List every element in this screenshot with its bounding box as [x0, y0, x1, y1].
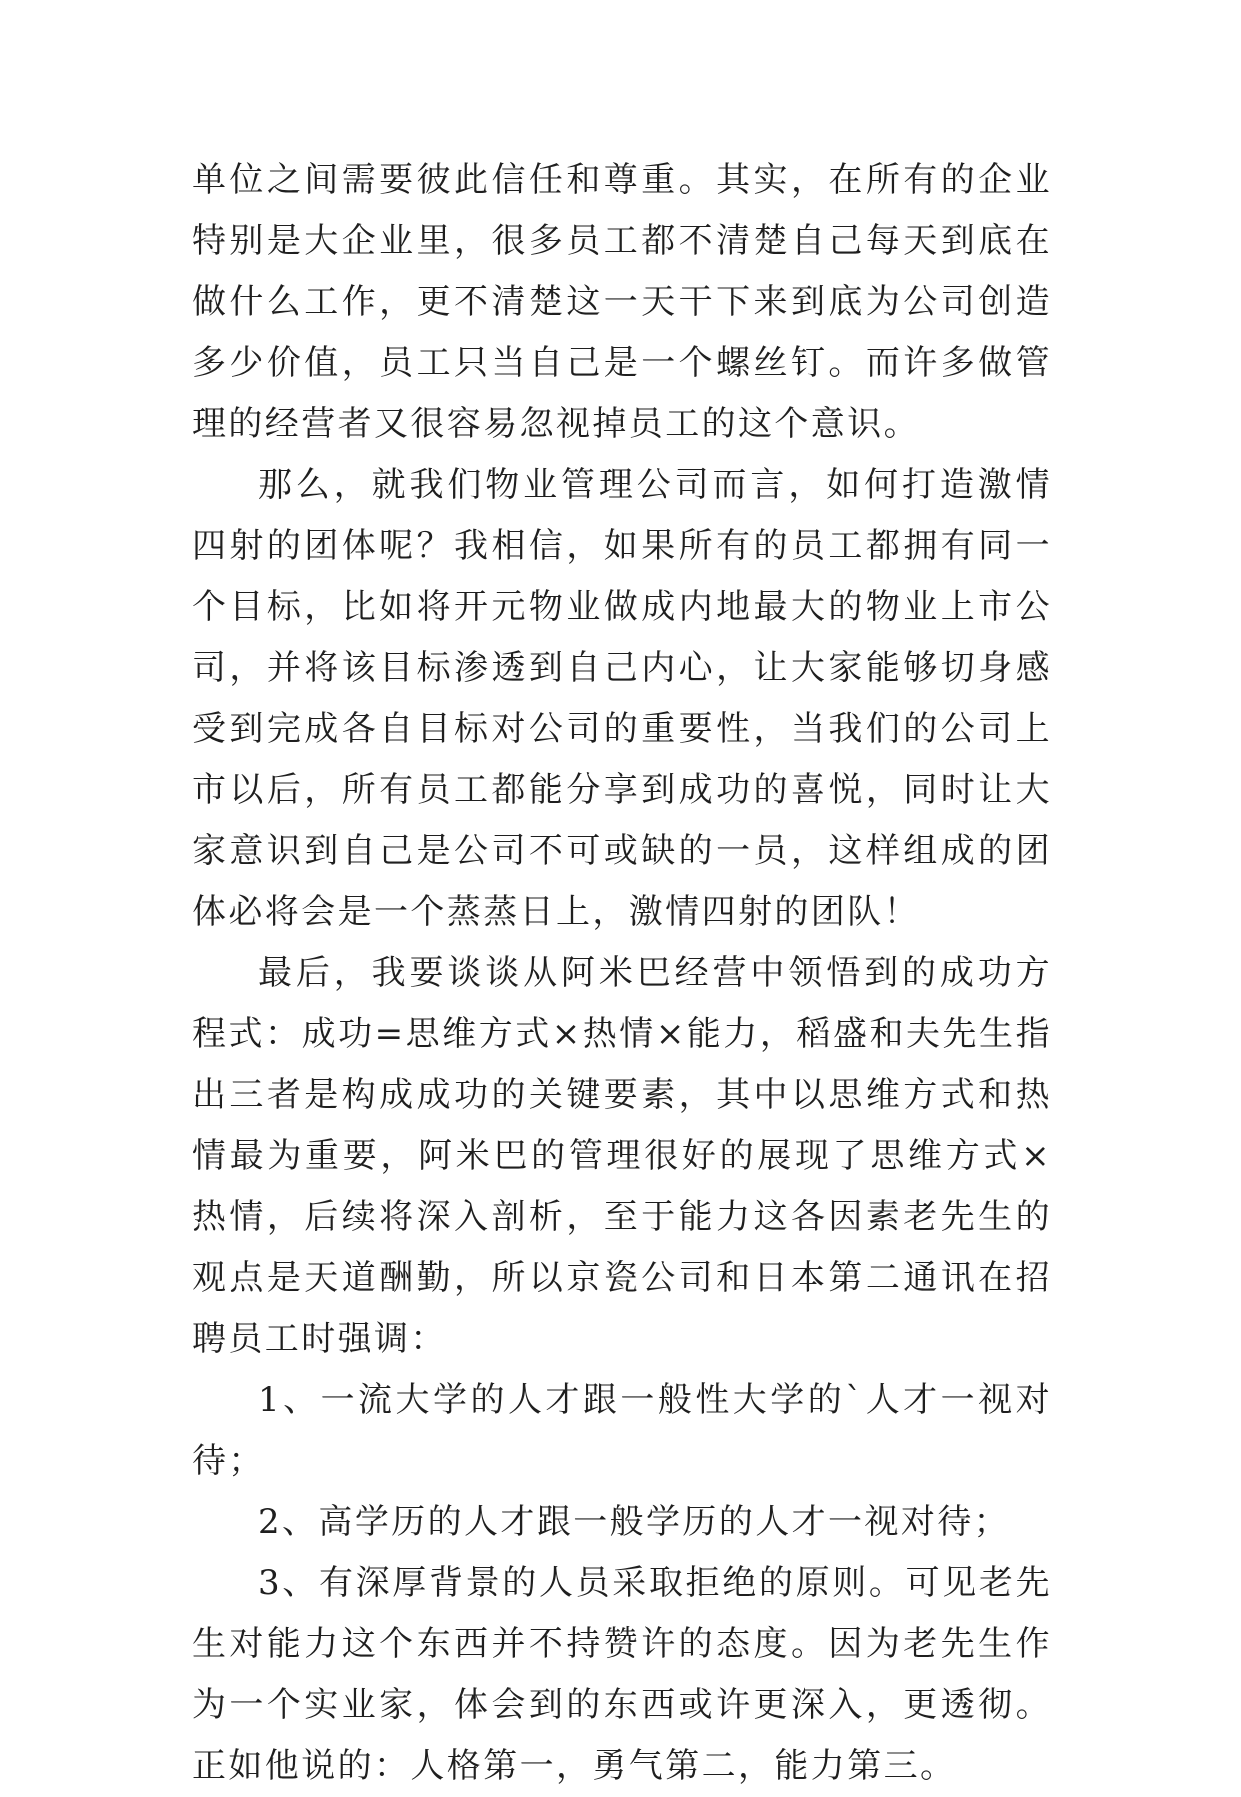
paragraph-3: 最后，我要谈谈从阿米巴经营中领悟到的成功方程式：成功=思维方式×热情×能力，稻盛和夫先生指出三者是构成成功的关键要素，其中以思维方式和热情最为重要，阿米巴的管理很好的展现了思维方式×热情，后续将深入剖析，至于能力这各因素老先生的观点是天道酬勤，所以京瓷公司和日本第二通讯在招聘员工时强调： — [192, 953, 1052, 1359]
list-item-3: 3、有深厚背景的人员采取拒绝的原则。可见老先生对能力这个东西并不持赞许的态度。因为老先生作为一个实业家，体会到的东西或许更深入，更透彻。正如他说的：人格第一，勇气第二，能力第三。 — [192, 1563, 1052, 1786]
list-item-2: 2、高学历的人才跟一般学历的人才一视对待； — [258, 1502, 1011, 1542]
paragraph-1: 单位之间需要彼此信任和尊重。其实，在所有的企业特别是大企业里，很多员工都不清楚自己每天到底在做什么工作，更不清楚这一天干下来到底为公司创造多少价值，员工只当自己是一个螺丝钉。而许多做管理的经营者又很容易忽视掉员工的这个意识。 — [192, 160, 1052, 444]
paragraph-2: 那么，就我们物业管理公司而言，如何打造激情四射的团体呢？我相信，如果所有的员工都拥有同一个目标，比如将开元物业做成内地最大的物业上市公司，并将该目标渗透到自己内心，让大家能够切身感受到完成各自目标对公司的重要性，当我们的公司上市以后，所有员工都能分享到成功的喜悦，同时让大家意识到自己是公司不可或缺的一员，这样组成的团体必将会是一个蒸蒸日上，激情四射的团队！ — [192, 465, 1052, 932]
list-item-1: 1、一流大学的人才跟一般性大学的`人才一视对待； — [192, 1380, 1052, 1481]
document-body — [192, 150, 1052, 1797]
